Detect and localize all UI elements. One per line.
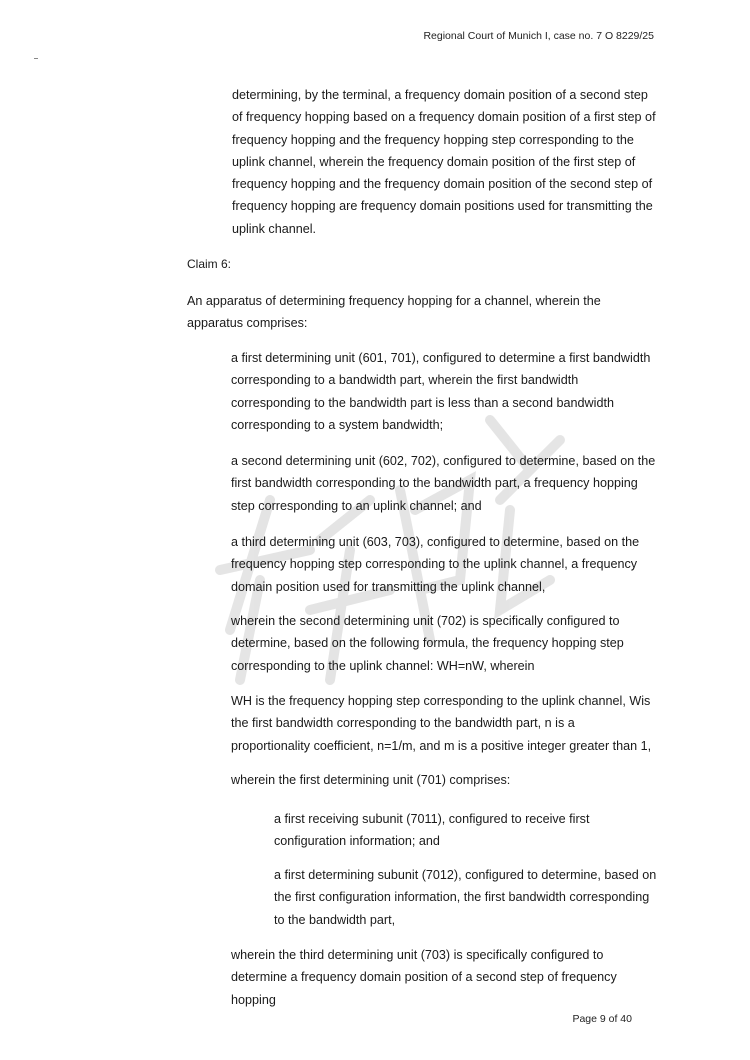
continued-claim-paragraph: determining, by the terminal, a frequency domain position of a second step of frequency hopping based on a frequency domain position of a first step of frequency hopping and the frequency hopping step corresponding to the uplink channel, wherein the frequency domain position of the first step of frequency hopping and the frequency domain position of the second step of frequency hopping are frequency domain positions used for transmitting the uplink channel. bbox=[232, 88, 656, 236]
claim-heading: Claim 6: bbox=[187, 257, 232, 271]
claim-feature-definitions: WH is the frequency hopping step corresponding to the uplink channel, Wis the first bandwidth corresponding to the bandwidth part, n is a proportionality coefficient, n=1/m, and m is a positive integer greater than 1, bbox=[231, 694, 652, 753]
page-number: Page 9 of 40 bbox=[572, 1013, 632, 1025]
scan-speck bbox=[34, 58, 38, 59]
claim-feature-second-unit: a second determining unit (602, 702), configured to determine, based on the first bandwidth corresponding to the bandwidth part, a frequency hopping step corresponding to an uplink channel; and bbox=[231, 454, 656, 513]
claim-feature-formula: wherein the second determining unit (702) is specifically configured to determine, based on the following formula, the frequency hopping step corresponding to the uplink channel: WH=nW, wherein bbox=[231, 614, 624, 673]
claim-feature-first-unit: a first determining unit (601, 701), configured to determine a first bandwidth corresponding to a bandwidth part, wherein the first bandwidth corresponding to the bandwidth part is less than a second bandwidth corresponding to a system bandwidth; bbox=[231, 351, 651, 432]
claim-subfeature-determining-subunit: a first determining subunit (7012), configured to determine, based on the first configuration information, the first bandwidth corresponding to the bandwidth part, bbox=[274, 868, 657, 927]
claim-preamble: An apparatus of determining frequency hopping for a channel, wherein the apparatus comprises: bbox=[187, 294, 601, 331]
claim-feature-third-unit: a third determining unit (603, 703), configured to determine, based on the frequency hopping step corresponding to the uplink channel, a frequency domain position used for transmitting the uplink channel, bbox=[231, 535, 640, 594]
page-header-case-reference: Regional Court of Munich I, case no. 7 O 8229/25 bbox=[423, 30, 654, 42]
claim-feature-third-unit-specific: wherein the third determining unit (703) is specifically configured to determine a frequency domain position of a second step of frequency hopping bbox=[231, 948, 617, 1007]
claim-subfeature-receiving-subunit: a first receiving subunit (7011), configured to receive first configuration information; and bbox=[274, 812, 590, 849]
claim-feature-first-unit-comprises: wherein the first determining unit (701) comprises: bbox=[231, 773, 511, 787]
